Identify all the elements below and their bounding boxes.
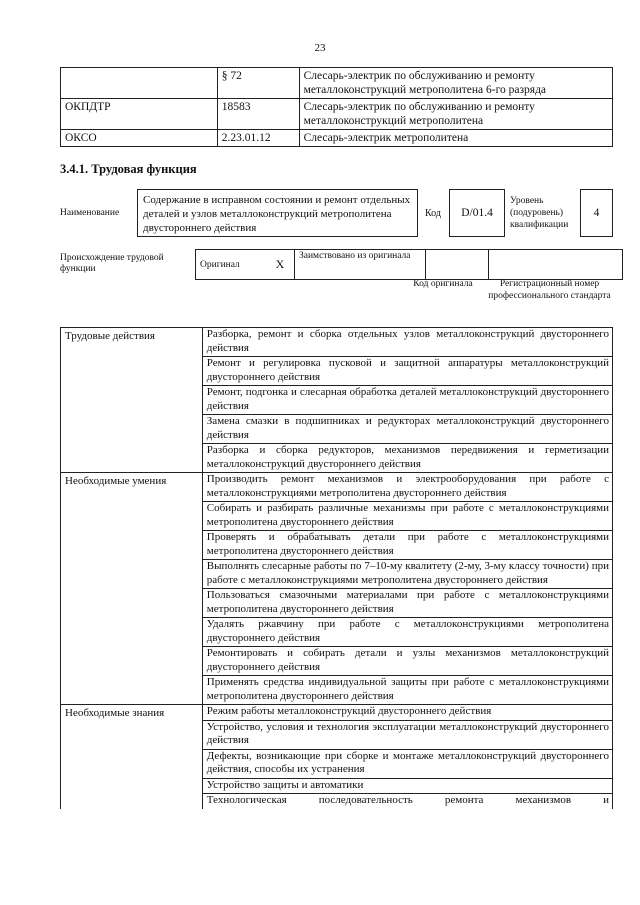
code-value: 18583: [217, 99, 299, 130]
borrowed-label: Заимствовано из оригинала: [295, 250, 426, 280]
function-code: D/01.4: [449, 189, 505, 237]
section-title: 3.4.1. Трудовая функция: [60, 162, 197, 176]
required-knowledge: Устройство защиты и автоматики: [202, 778, 612, 794]
qualification-level: 4: [580, 189, 613, 237]
labor-action: Ремонт и регулировка пусковой и защитной аппаратуры металлоконструкций двустороннего действия: [202, 357, 612, 386]
code-value: 2.23.01.12: [217, 130, 299, 147]
required-skills-label: Необходимые умения: [61, 473, 203, 705]
codes-row: [61, 68, 613, 99]
name-label: Наименование: [60, 208, 120, 218]
original-mark: X: [266, 250, 295, 280]
required-knowledge: Устройство, условия и технология эксплуатации металлоконструкций двустороннего действия: [202, 720, 612, 749]
reg-number-cell: [489, 250, 623, 280]
codes-row: [61, 130, 613, 147]
code-name: Слесарь-электрик метрополитена: [299, 130, 612, 147]
code-label: Код: [425, 208, 441, 219]
labor-action: Замена смазки в подшипниках и редукторах металлоконструкций двустороннего действия: [202, 415, 612, 444]
code-type: ОКПДТР: [61, 99, 218, 130]
code-type: ОКСО: [61, 130, 218, 147]
code-type: [61, 68, 218, 99]
required-skill: Применять средства индивидуальной защиты при работе с металлоконструкциями метрополитена двустороннего действия: [202, 676, 612, 705]
table-row: [61, 705, 613, 721]
required-skill: Собирать и разбирать различные механизмы при работе с металлоконструкциями метрополитена двустороннего действия: [202, 502, 612, 531]
table-row: [61, 328, 613, 357]
required-skill: Ремонтировать и собирать детали и узлы механизмов металлоконструкций двустороннего действия: [202, 647, 612, 676]
code-name: Слесарь-электрик по обслуживанию и ремонту металлоконструкций метрополитена 6-го разряда: [299, 68, 612, 99]
required-skill: Выполнять слесарные работы по 7–10-му квалитету (2-му, 3-му классу точности) при работе с металлоконструкциями метрополитена двустороннего действия: [202, 560, 612, 589]
codes-row: [61, 99, 613, 130]
labor-action: Разборка, ремонт и сборка отдельных узлов металлоконструкций двустороннего действия: [202, 328, 612, 357]
function-details-table: [60, 327, 613, 809]
labor-action: Разборка и сборка редукторов, механизмов передвижения и герметизации металлоконструкций двустороннего действия: [202, 444, 612, 473]
required-knowledge-label: Необходимые знания: [61, 705, 203, 809]
labor-actions-label: Трудовые действия: [61, 328, 203, 473]
required-skill: Проверять и обрабатывать детали при работе с металлоконструкциями метрополитена двустороннего действия: [202, 531, 612, 560]
origin-code-caption: Код оригинала: [413, 279, 473, 289]
level-label: Уровень (подуровень) квалификации: [510, 196, 569, 230]
origin-table: [195, 249, 623, 280]
codes-table: [60, 67, 613, 147]
original-label: Оригинал: [196, 250, 267, 280]
table-row: [61, 473, 613, 502]
origin-code-cell: [426, 250, 489, 280]
origin-label: Происхождение трудовой функции: [60, 253, 164, 274]
function-name: Содержание в исправном состоянии и ремонт отдельных деталей и узлов металлоконструкций метрополитена двустороннего действия: [137, 189, 418, 237]
required-skill: Пользоваться смазочными материалами при работе с металлоконструкциями метрополитена двустороннего действия: [202, 589, 612, 618]
required-knowledge: Дефекты, возникающие при сборке и монтаже металлоконструкций двустороннего действия, способы их устранения: [202, 749, 612, 778]
required-skill: Удалять ржавчину при работе с металлоконструкциями метрополитена двустороннего действия: [202, 618, 612, 647]
labor-action: Ремонт, подгонка и слесарная обработка деталей металлоконструкций двустороннего действия: [202, 386, 612, 415]
required-knowledge: Режим работы металлоконструкций двустороннего действия: [202, 705, 612, 721]
required-skill: Производить ремонт механизмов и электрооборудования при работе с металлоконструкциями метрополитена двустороннего действия: [202, 473, 612, 502]
code-name: Слесарь-электрик по обслуживанию и ремонту металлоконструкций метрополитена: [299, 99, 612, 130]
required-knowledge: Технологическая последовательность ремонта механизмов и: [202, 794, 612, 809]
page-number: 23: [314, 42, 326, 54]
code-value: § 72: [217, 68, 299, 99]
reg-number-caption: Регистрационный номер профессионального стандарта: [488, 279, 611, 301]
